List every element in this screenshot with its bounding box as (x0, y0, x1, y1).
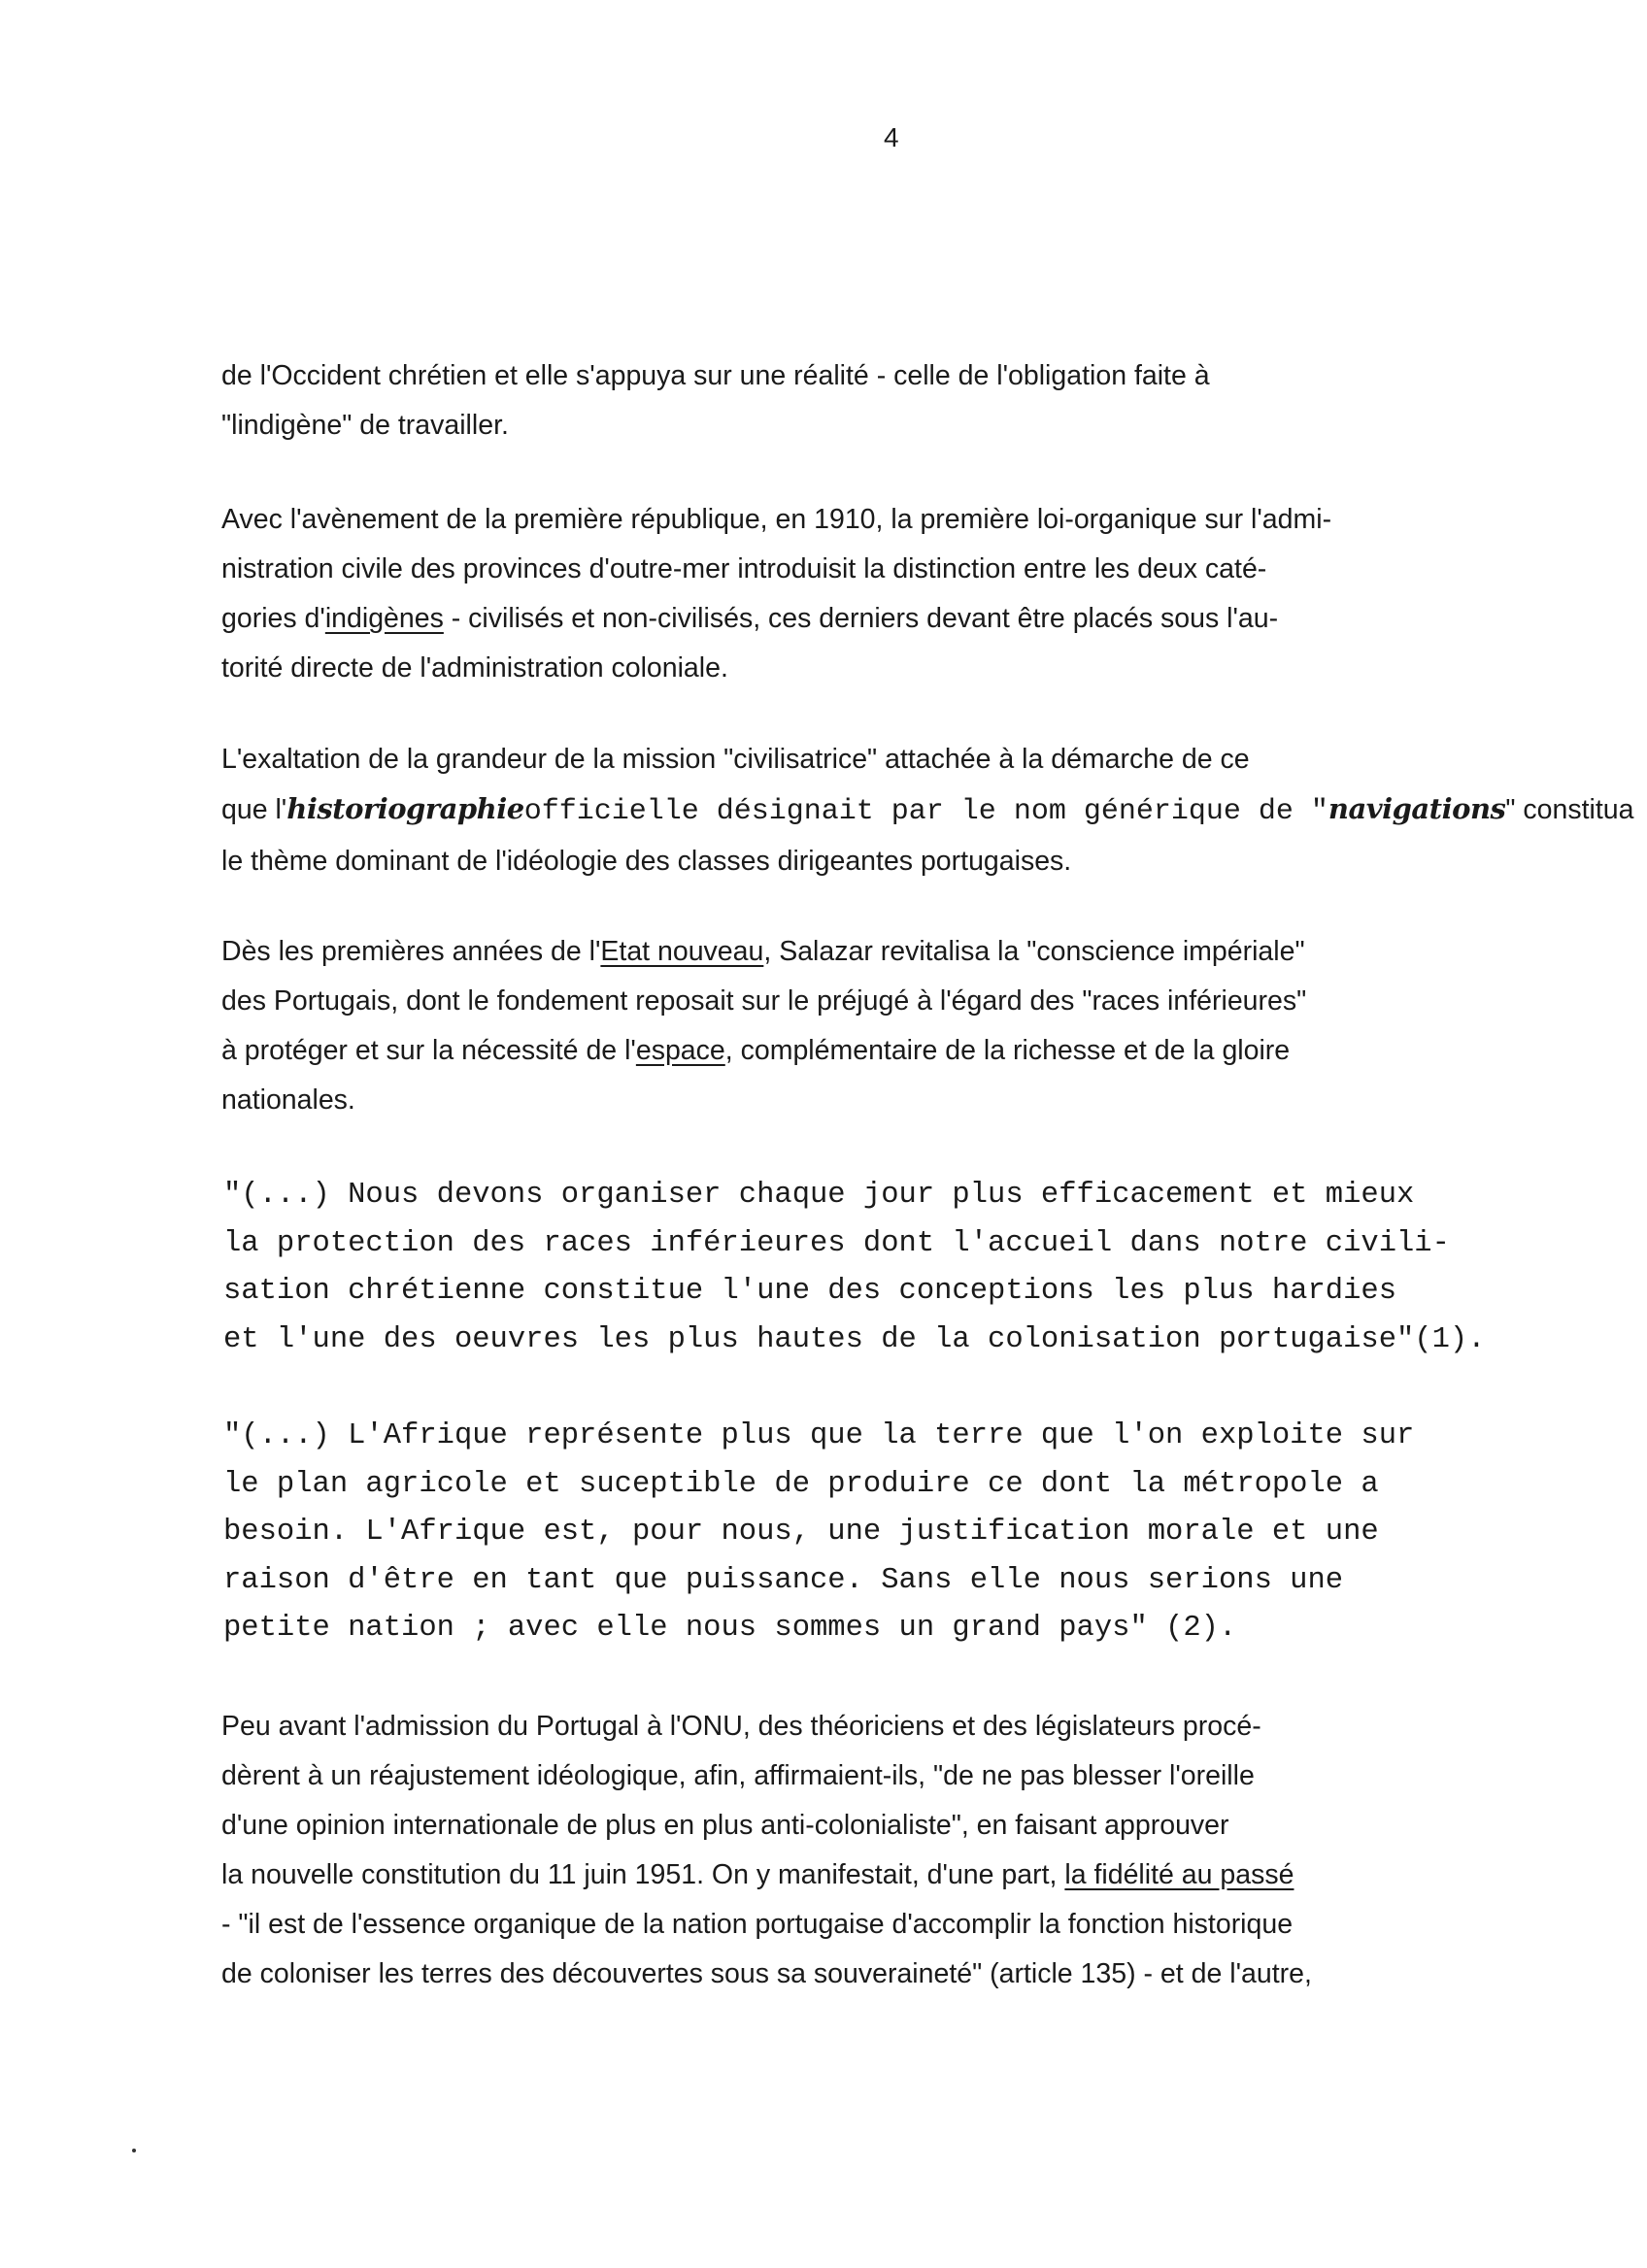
text-segment: gories d' (221, 603, 325, 634)
text-line: Peu avant l'admission du Portugal à l'ONU, des théoriciens et des législateurs procé- (221, 1711, 1261, 1742)
paragraph-2 (221, 495, 1600, 693)
text-segment: officielle désignait par le nom générique de " (523, 795, 1328, 828)
text-line: nationales. (221, 1084, 355, 1116)
paragraph-3 (221, 735, 1634, 886)
quote-line: "(...) Nous devons organiser chaque jour plus efficacement et mieux (223, 1179, 1415, 1212)
quote-line: besoin. L'Afrique est, pour nous, une justification morale et une (223, 1516, 1379, 1549)
handwritten-insert: navigations (1328, 792, 1506, 825)
text-line (221, 784, 1634, 837)
text-line: L'exaltation de la grandeur de la mission "civilisatrice" attachée à la démarche de ce (221, 744, 1250, 775)
page-number: 4 (884, 122, 899, 152)
underlined-term: Etat nouveau (600, 936, 764, 967)
text-line: le thème dominant de l'idéologie des classes dirigeantes portugaises. (221, 846, 1072, 877)
text-line: torité directe de l'administration coloniale. (221, 652, 728, 684)
text-line (221, 1851, 1600, 1900)
quotation-1 (223, 1172, 1486, 1364)
text-line (221, 927, 1600, 977)
text-line (221, 594, 1600, 644)
quote-line: et l'une des oeuvres les plus hautes de la colonisation portugaise"(1). (223, 1322, 1486, 1356)
text-segment: la nouvelle constitution du 11 juin 1951. On y manifestait, d'une part, (221, 1859, 1065, 1890)
text-line: dèrent à un réajustement idéologique, afin, affirmaient-ils, "de ne pas blesser l'oreille (221, 1760, 1255, 1791)
scan-speck (132, 2149, 136, 2152)
paragraph-4 (221, 927, 1600, 1125)
quote-line: le plan agricole et suceptible de produire ce dont la métropole a (223, 1467, 1379, 1501)
text-line: Avec l'avènement de la première république, en 1910, la première loi-organique sur l'admi- (221, 504, 1332, 535)
text-line: des Portugais, dont le fondement reposait sur le préjugé à l'égard des "races inférieures" (221, 985, 1307, 1017)
paragraph-1 (221, 351, 1600, 450)
text-segment: , Salazar revitalisa la "conscience impériale" (763, 936, 1305, 967)
text-line: de coloniser les terres des découvertes sous sa souveraineté" (article 135) - et de l'autre, (221, 1958, 1312, 1989)
quote-line: "(...) L'Afrique représente plus que la terre que l'on exploite sur (223, 1419, 1415, 1452)
text-segment: " constitua (1505, 794, 1634, 825)
text-line: - "il est de l'essence organique de la nation portugaise d'accomplir la fonction historique (221, 1909, 1294, 1940)
handwritten-insert: historiographie (286, 792, 524, 825)
text-line: "lindigène" de travailler. (221, 410, 509, 441)
text-segment: , complémentaire de la richesse et de la gloire (724, 1035, 1291, 1066)
text-segment: à protéger et sur la nécessité de l' (221, 1035, 636, 1066)
quote-line: sation chrétienne constitue l'une des conceptions les plus hardies (223, 1275, 1396, 1308)
text-segment: - civilisés et non-civilisés, ces derniers devant être placés sous l'au- (443, 603, 1279, 634)
text-line: d'une opinion internationale de plus en plus anti-colonialiste", en faisant approuver (221, 1810, 1229, 1841)
paragraph-5 (221, 1702, 1600, 1999)
quotation-2 (223, 1413, 1414, 1653)
text-line (221, 1026, 1600, 1076)
text-line: nistration civile des provinces d'outre-mer introduisit la distinction entre les deux caté- (221, 553, 1267, 584)
quote-line: petite nation ; avec elle nous sommes un grand pays" (2). (223, 1612, 1237, 1645)
text-line: de l'Occident chrétien et elle s'appuya sur une réalité - celle de l'obligation faite à (221, 360, 1210, 391)
underlined-term: indigènes (324, 603, 444, 634)
text-segment: que l' (221, 794, 287, 825)
underlined-term: espace (635, 1035, 725, 1066)
quote-line: raison d'être en tant que puissance. Sans elle nous serions une (223, 1563, 1344, 1597)
underlined-term: la fidélité au passé (1064, 1859, 1294, 1890)
text-segment: Dès les premières années de l' (221, 936, 601, 967)
quote-line: la protection des races inférieures dont l'accueil dans notre civili- (223, 1226, 1450, 1260)
